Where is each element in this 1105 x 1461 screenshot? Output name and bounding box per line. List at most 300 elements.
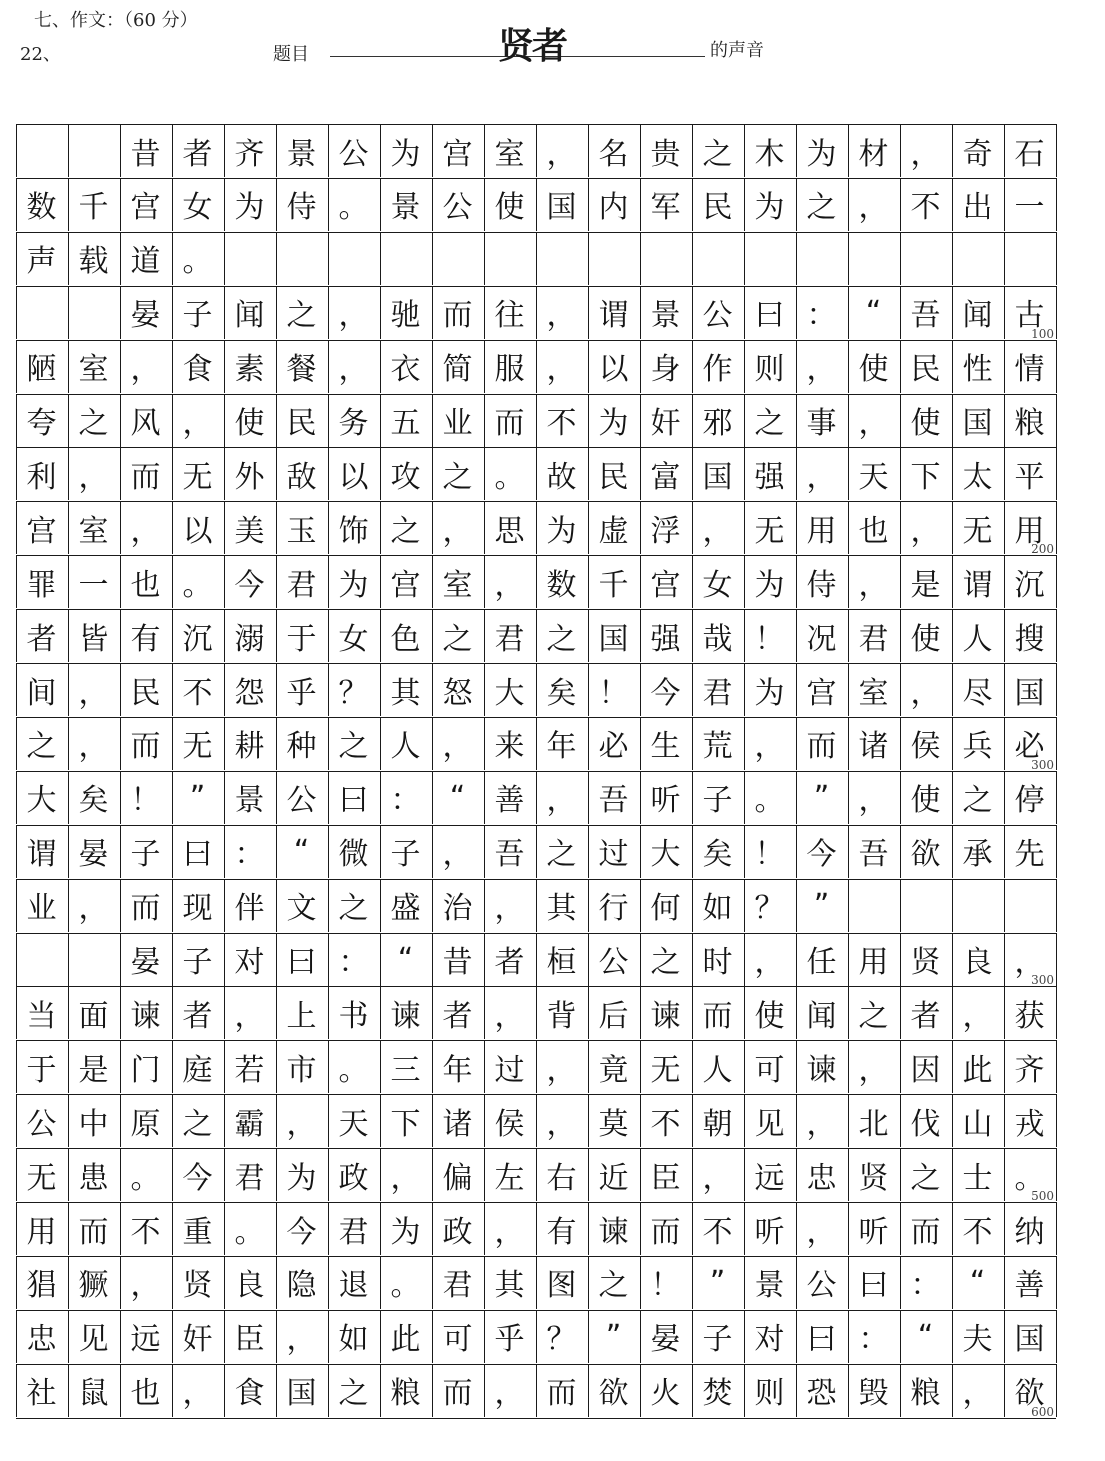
grid-cell: 民 [702,190,733,226]
grid-cell: ， [442,729,473,765]
grid-cell: 三 [390,1052,421,1088]
grid-cell: 身 [650,352,681,388]
grid-cell [900,232,951,285]
grid-cell: ： [858,1322,889,1358]
grid-cell: ， [546,136,577,172]
grid-cell: 皆 [78,621,109,657]
grid-cell: 用 [806,513,837,549]
grid-cell: 。 [130,1160,161,1196]
grid-row [16,555,1056,608]
grid-cell: ， [1014,945,1045,980]
grid-cell: 其 [546,891,577,927]
grid-cell: ， [494,1376,525,1412]
grid-cell: 之 [338,891,369,927]
grid-cell: 君 [338,1214,369,1250]
grid-cell: 沉 [182,621,213,657]
grid-cell: 之 [338,1376,369,1412]
grid-cell: 人 [702,1052,733,1088]
grid-cell: 性 [962,352,993,388]
grid-cell: 人 [390,729,421,765]
grid-cell: 何 [650,891,681,927]
grid-cell: 政 [442,1214,473,1250]
grid-cell: 为 [598,406,629,441]
grid-cell: ， [962,998,993,1034]
grid-cell: 为 [234,190,265,226]
grid-cell: 虚 [598,513,629,549]
grid-cell: 有 [130,621,161,657]
grid-cell: 当 [26,998,57,1034]
grid-cell: 之 [286,298,317,334]
grid-cell: 吾 [858,837,889,873]
grid-cell: 搜 [1014,621,1045,657]
grid-cell: 国 [286,1376,317,1412]
grid-cell: “ [969,1264,986,1300]
grid-cell: 况 [806,621,837,657]
grid-cell: 其 [390,675,421,711]
grid-cell: 而 [78,1214,109,1250]
grid-cell: 吾 [910,298,941,334]
grid-cell: 色 [390,621,421,657]
grid-cell: 谏 [650,998,681,1034]
grid-cell: 。 [338,190,369,226]
grid-cell: 业 [26,891,57,927]
grid-cell: 邪 [702,406,733,441]
grid-cell: ” [189,779,206,815]
grid-cell: 下 [390,1106,421,1142]
grid-cell: 国 [598,621,629,657]
grid-cell: 而 [546,1376,577,1412]
grid-cell: 室 [78,513,109,549]
grid-cell: 士 [962,1160,993,1196]
grid-cell: 乎 [286,675,317,711]
grid-cell: 山 [962,1106,993,1142]
grid-cell: 来 [494,729,525,765]
grid-cell: ！ [754,837,785,873]
grid-cell: 原 [130,1106,161,1142]
grid-row [16,1094,1056,1147]
grid-cell: 使 [234,406,265,441]
grid-row [16,663,1056,716]
grid-cell: 数 [546,567,577,603]
word-count-marker: 500 [1031,1188,1054,1203]
grid-row [16,986,1056,1039]
grid-cell: 简 [442,352,473,388]
grid-cell: 若 [234,1052,265,1088]
grid-cell: 不 [182,675,213,711]
grid-cell: 陋 [26,352,57,388]
grid-cell: 之 [546,621,577,657]
grid-cell: 君 [286,567,317,603]
grid-cell: 对 [754,1322,785,1358]
grid-cell: 大 [650,837,681,873]
grid-cell: 霸 [234,1106,265,1142]
grid-cell: 是 [78,1052,109,1088]
grid-cell: 之 [182,1106,213,1142]
grid-cell: 。 [1014,1160,1045,1196]
grid-cell: 而 [494,406,525,441]
grid-cell: 听 [754,1214,785,1250]
grid-cell: 女 [338,621,369,657]
grid-cell: 用 [26,1214,57,1250]
grid-cell [848,879,899,932]
grid-cell: 近 [598,1160,629,1196]
grid-cell: 今 [650,675,681,711]
grid-cell: 曰 [182,837,213,873]
grid-cell: ， [78,675,109,711]
grid-cell: 美 [234,513,265,549]
grid-cell: 公 [286,783,317,819]
question-number: 22、 [20,44,61,65]
grid-cell: 对 [234,945,265,980]
grid-cell: 奸 [182,1322,213,1358]
grid-cell: 重 [182,1214,213,1250]
grid-cell: ， [234,998,265,1034]
grid-cell: 君 [494,621,525,657]
grid-cell: 子 [182,945,213,980]
word-count-marker: 600 [1031,1404,1054,1419]
grid-cell: 民 [910,352,941,388]
grid-cell: 庭 [182,1052,213,1088]
grid-cell: 而 [910,1214,941,1250]
grid-cell: 获 [1014,998,1045,1034]
grid-cell [16,933,67,986]
grid-cell: 见 [754,1106,785,1142]
grid-cell: 公 [338,136,369,172]
grid-cell: 先 [1014,837,1045,873]
grid-cell: 之 [806,190,837,226]
grid-cell: 今 [286,1214,317,1250]
grid-cell: 内 [598,190,629,226]
grid-cell: 鼠 [78,1376,109,1412]
grid-cell: ？ [338,675,369,711]
grid-row [16,717,1056,770]
grid-cell: ， [78,729,109,765]
grid-cell: 玉 [286,513,317,549]
grid-cell: 公 [702,298,733,334]
grid-cell: 过 [494,1052,525,1088]
grid-cell: 见 [78,1322,109,1358]
grid-cell: 曰 [754,298,785,334]
grid-cell: ， [338,352,369,388]
grid-cell: 不 [910,190,941,226]
grid-cell [68,124,119,177]
grid-cell: ？ [546,1322,577,1358]
grid-cell: 使 [754,998,785,1034]
grid-cell: 子 [390,837,421,873]
grid-cell: 远 [754,1160,785,1196]
grid-cell: 行 [598,891,629,927]
grid-cell: 室 [442,567,473,603]
grid-cell: 之 [546,837,577,873]
grid-cell: 服 [494,352,525,388]
grid-cell: 曰 [286,945,317,980]
grid-cell: 者 [910,998,941,1034]
grid-cell [432,232,483,285]
grid-cell: 种 [286,729,317,765]
grid-row [16,1148,1056,1201]
grid-cell: 千 [598,567,629,603]
grid-cell: 欲 [598,1376,629,1412]
grid-cell: 晏 [130,945,161,980]
grid-cell: 强 [650,621,681,657]
grid-cell: 道 [130,244,161,280]
grid-cell: 以 [338,459,369,495]
grid-cell [16,124,67,177]
grid-cell: 莫 [598,1106,629,1142]
grid-cell: 为 [754,675,785,711]
grid-cell: 子 [130,837,161,873]
grid-cell: ， [546,1052,577,1088]
grid-cell: 利 [26,459,57,495]
grid-cell [952,879,1003,932]
grid-cell: 闻 [962,298,993,334]
grid-cell: ， [806,352,837,388]
grid-cell: ？ [754,891,785,927]
grid-cell: 侍 [806,567,837,603]
grid-cell: 业 [442,406,473,441]
grid-cell: 富 [650,459,681,495]
grid-cell: 而 [806,729,837,765]
grid-cell: 不 [130,1214,161,1250]
grid-cell: 子 [702,783,733,819]
grid-cell: ， [858,1052,889,1088]
grid-cell: 室 [858,675,889,711]
grid-cell: 室 [78,352,109,388]
grid-cell: “ [449,779,466,815]
grid-row [16,1310,1056,1363]
grid-cell: 宫 [390,567,421,603]
grid-cell: ， [702,1160,733,1196]
grid-cell: 粮 [910,1376,941,1412]
grid-cell: 太 [962,459,993,495]
grid-cell: 生 [650,729,681,765]
grid-cell: ！ [598,675,629,711]
grid-row [16,394,1056,447]
grid-cell: 则 [754,352,785,388]
grid-cell: 民 [598,459,629,495]
grid-cell: 不 [546,406,577,441]
grid-cell: 用 [858,945,889,980]
grid-cell: ， [182,1376,213,1412]
grid-cell: 子 [182,298,213,334]
grid-cell: 粮 [390,1376,421,1412]
grid-cell: 而 [130,459,161,495]
grid-cell: 门 [130,1052,161,1088]
grid-cell: 君 [442,1268,473,1304]
grid-cell: 獗 [78,1268,109,1304]
grid-cell: 民 [130,675,161,711]
grid-cell: 猖 [26,1268,57,1304]
grid-cell: 天 [858,459,889,495]
grid-cell: 衣 [390,352,421,388]
grid-cell: 毁 [858,1376,889,1412]
grid-cell: ， [806,459,837,495]
grid-cell: 之 [442,459,473,495]
grid-cell: 今 [182,1160,213,1196]
grid-cell: ， [130,513,161,549]
grid-cell: 之 [442,621,473,657]
grid-cell: ， [546,298,577,334]
grid-cell: 今 [806,837,837,873]
grid-cell: 景 [234,783,265,819]
grid-cell: 名 [598,136,629,172]
grid-cell: 此 [390,1322,421,1358]
grid-cell: ， [546,783,577,819]
grid-cell: 子 [702,1322,733,1358]
grid-cell: 也 [130,1376,161,1412]
grid-row [16,609,1056,662]
grid-cell: 载 [78,244,109,280]
grid-cell: 后 [598,998,629,1034]
grid-row [16,124,1056,177]
grid-cell: 五 [390,406,421,441]
grid-cell: 矣 [78,783,109,819]
grid-cell: 者 [182,136,213,172]
grid-cell: 强 [754,459,785,495]
grid-cell: 则 [754,1376,785,1412]
grid-row [16,447,1056,500]
grid-cell: ， [754,945,785,980]
grid-cell: 耕 [234,729,265,765]
grid-cell: 公 [26,1106,57,1142]
grid-cell: 为 [546,513,577,549]
grid-cell: 而 [130,891,161,927]
grid-cell: 宫 [650,567,681,603]
grid-cell: ， [494,891,525,927]
grid-cell: 谏 [130,998,161,1034]
grid-cell: 声 [26,244,57,280]
grid-cell: 曰 [806,1322,837,1358]
grid-cell: 。 [234,1214,265,1250]
grid-cell: 贤 [182,1268,213,1304]
grid-cell: 往 [494,298,525,334]
grid-cell: 臣 [234,1322,265,1358]
grid-cell: 必 [598,729,629,765]
grid-cell: 之 [858,998,889,1034]
word-count-marker: 100 [1031,326,1054,341]
grid-cell: 上 [286,998,317,1034]
grid-cell: 事 [806,406,837,441]
grid-cell: 下 [910,459,941,495]
grid-cell: 作 [702,352,733,388]
grid-cell: 吾 [494,837,525,873]
grid-cell: 之 [702,136,733,172]
grid-cell: 现 [182,891,213,927]
grid-cell: ， [442,837,473,873]
grid-cell: 侍 [286,190,317,226]
grid-cell: 贤 [910,945,941,980]
grid-cell: 用 [1014,513,1045,549]
grid-row [16,1256,1056,1309]
grid-cell: 书 [338,998,369,1034]
grid-cell: 也 [130,567,161,603]
grid-cell: 之 [598,1268,629,1304]
grid-cell: 公 [598,945,629,980]
grid-cell [536,232,587,285]
grid-cell: 使 [910,621,941,657]
grid-cell: 贵 [650,136,681,172]
grid-cell: 千 [78,190,109,226]
grid-cell [276,232,327,285]
grid-cell: 一 [78,567,109,603]
grid-cell: 矣 [702,837,733,873]
grid-cell: 人 [962,621,993,657]
grid-cell: ， [390,1160,421,1196]
grid-cell: ， [286,1106,317,1142]
grid-cell: 而 [442,1376,473,1412]
grid-cell: 诸 [442,1106,473,1142]
grid-cell: 荒 [702,729,733,765]
grid-cell: ， [702,513,733,549]
grid-cell: 也 [858,513,889,549]
grid-cell: 君 [234,1160,265,1196]
grid-cell: 。 [390,1268,421,1304]
grid-cell: 古 [1014,298,1045,334]
grid-cell: ， [910,513,941,549]
grid-cell: ， [442,513,473,549]
grid-row [16,1202,1056,1255]
grid-cell [744,232,795,285]
grid-cell: 昔 [442,945,473,980]
grid-cell: 夫 [962,1322,993,1358]
grid-cell: 大 [494,675,525,711]
grid-cell: 景 [286,136,317,172]
grid-cell [848,232,899,285]
grid-cell: 罪 [26,567,57,603]
grid-cell: ， [546,1106,577,1142]
grid-cell: 无 [754,513,785,549]
grid-cell: 一 [1014,190,1045,226]
grid-cell [640,232,691,285]
grid-cell: 必 [1014,729,1045,765]
grid-cell: ， [806,1214,837,1250]
grid-cell: 故 [546,459,577,495]
grid-cell: 侯 [910,729,941,765]
grid-cell [328,232,379,285]
grid-cell: 。 [754,783,785,819]
grid-cell: 左 [494,1160,525,1196]
grid-row [16,501,1056,557]
grid-cell: 晏 [650,1322,681,1358]
grid-cell: 臣 [650,1160,681,1196]
grid-cell: 。 [182,567,213,603]
grid-cell: 之 [754,406,785,441]
grid-cell: ： [338,945,369,980]
grid-cell: 怒 [442,675,473,711]
grid-cell: 乎 [494,1322,525,1358]
grid-cell: 有 [546,1214,577,1250]
grid-cell: 宫 [442,136,473,172]
grid-cell: 恐 [806,1376,837,1412]
grid-cell: 之 [78,406,109,441]
grid-cell: ， [130,1268,161,1304]
grid-cell: 风 [130,406,161,441]
grid-cell: 为 [390,1214,421,1250]
grid-cell: 竟 [598,1052,629,1088]
grid-cell: 之 [338,729,369,765]
grid-cell: 平 [1014,459,1045,495]
grid-cell: 为 [806,136,837,172]
grid-row [16,933,1056,986]
grid-cell: 出 [962,190,993,226]
grid-cell: 曰 [858,1268,889,1304]
grid-cell: 者 [442,998,473,1034]
grid-cell: ， [494,567,525,603]
grid-cell: ， [338,298,369,334]
grid-cell: 怨 [234,675,265,711]
grid-cell: 使 [910,783,941,819]
grid-cell: 贤 [858,1160,889,1196]
